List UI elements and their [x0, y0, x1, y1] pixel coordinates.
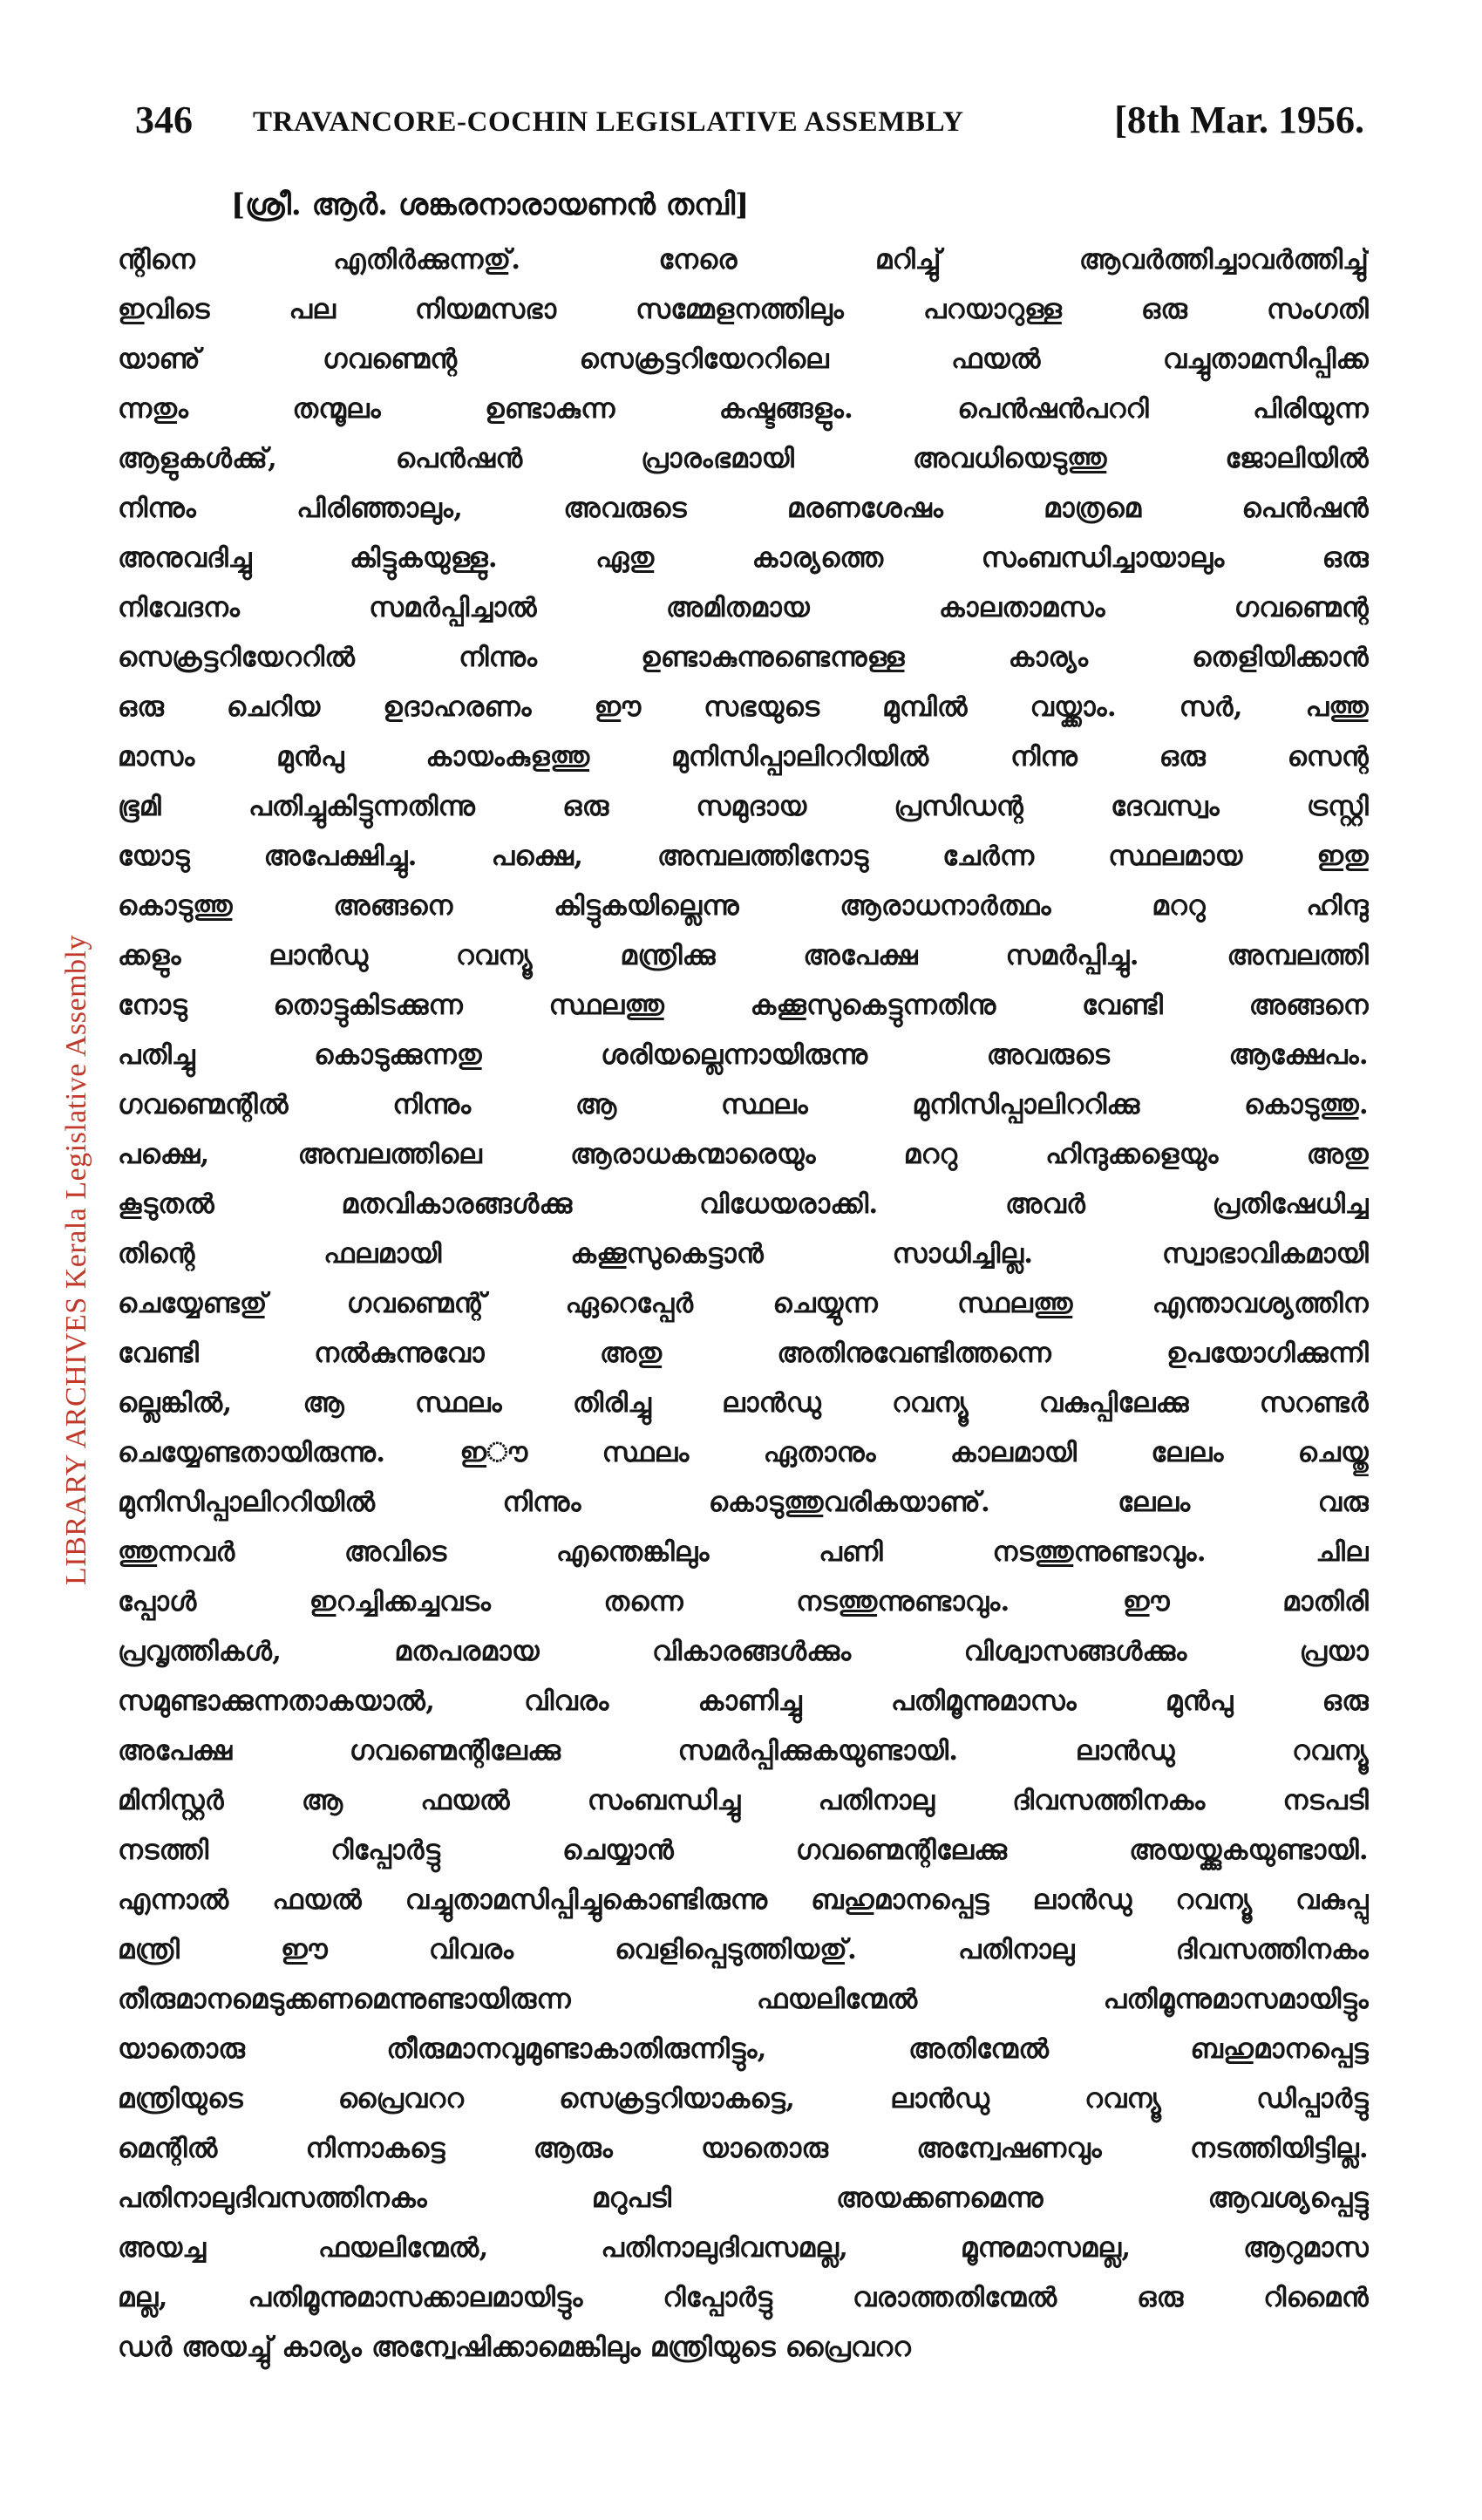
- text-line: ക്കളും ലാൻഡു റവന്യൂ മന്ത്രിക്കു അപേക്ഷ സമർപ്പിച്ചു. അമ്പലത്തി: [118, 940, 1369, 971]
- text-line: കൊടുത്തു അങ്ങനെ കിട്ടുകയില്ലെന്നു ആരാധനാർത്ഥം മററു ഹിന്ദു: [118, 890, 1369, 922]
- text-line: യാണു് ഗവണ്മെന്റ സെക്രട്ടറിയേററിലെ ഫയൽ വച്ചുതാമസിപ്പിക്ക: [118, 344, 1369, 375]
- text-line: ല്ലെങ്കിൽ, ആ സ്ഥലം തിരിച്ചു ലാൻഡു റവന്യൂ വകുപ്പിലേക്കു സറണ്ടർ: [118, 1387, 1369, 1419]
- text-line: ഭൂമി പതിച്ചുകിട്ടുന്നതിന്നു ഒരു സമുദായ പ്രസിഡന്റ ദേവസ്വം ട്രസ്റ്റി: [118, 791, 1369, 822]
- text-line: നിന്നും പിരിഞ്ഞാലും, അവരുടെ മരണശേഷം മാത്രമെ പെൻഷൻ: [118, 493, 1369, 524]
- text-line: ആളുകൾക്കു്, പെൻഷൻ പ്രാരംഭമായി അവധിയെടുത്തു ജോലിയിൽ: [118, 443, 1369, 474]
- text-line: മന്ത്രിയുടെ പ്രൈവററ സെക്രട്ടറിയാകട്ടെ, ലാൻഡു റവന്യൂ ഡിപ്പാർട്ടു: [118, 2083, 1369, 2115]
- text-line: നിവേദനം സമർപ്പിച്ചാൽ അമിതമായ കാലതാമസം ഗവണ്മെന്റ: [118, 592, 1369, 623]
- text-line: ഡർ അയച്ചു് കാര്യം അന്വേഷിക്കാമെങ്കിലും മന്ത്രിയുടെ പ്രൈവററ: [118, 2332, 912, 2363]
- text-line: കൂടുതൽ മതവികാരങ്ങൾക്കു വിധേയരാക്കി. അവർ പ്രതിഷേധിച്ച: [118, 1188, 1369, 1220]
- text-line: തിന്റെ ഫലമായി കക്കൂസുകെട്ടാൻ സാധിച്ചില്ല. സ്വാഭാവികമായി: [118, 1238, 1369, 1270]
- text-line: മെന്റിൽ നിന്നാകട്ടെ ആരും യാതൊരു അന്വേഷണവും നടത്തിയിട്ടില്ല.: [118, 2133, 1369, 2164]
- text-line: അനുവദിച്ചു കിട്ടുകയുള്ളു. ഏതു കാര്യത്തെ സംബന്ധിച്ചായാലും ഒരു: [118, 542, 1369, 574]
- text-line: സെക്രട്ടറിയേററിൽ നിന്നും ഉണ്ടാകുന്നുണ്ടെന്നുള്ള കാര്യം തെളിയിക്കാൻ: [118, 642, 1369, 673]
- archive-watermark: LIBRARY ARCHIVES Kerala Legislative Assembly: [60, 934, 92, 1586]
- page-header: [135, 98, 1364, 150]
- text-line: മിനിസ്റ്റർ ആ ഫയൽ സംബന്ധിച്ചു പതിനാലു ദിവസത്തിനകം നടപടി: [118, 1785, 1369, 1816]
- text-line: ഗവണ്മെന്റിൽ നിന്നും ആ സ്ഥലം മുനിസിപ്പാലിററിക്കു കൊടുത്തു.: [118, 1089, 1369, 1120]
- text-line: ചെയ്യേണ്ടതായിരുന്നു. ഇൗ സ്ഥലം ഏതാനും കാലമായി ലേലം ചെയ്തു: [118, 1437, 1369, 1468]
- text-line: ഒരു ചെറിയ ഉദാഹരണം ഈ സഭയുടെ മുമ്പിൽ വയ്ക്കാം. സർ, പത്തു: [118, 691, 1369, 723]
- text-line: ചെയ്യേണ്ടതു് ഗവണ്മെന്റ് ഏറെപ്പേർ ചെയ്യുന്ന സ്ഥലത്തു എന്താവശ്യത്തിന: [118, 1288, 1369, 1319]
- text-line: യോടു അപേക്ഷിച്ചു. പക്ഷെ, അമ്പലത്തിനോടു ചേർന്ന സ്ഥലമായ ഇതു: [118, 841, 1369, 872]
- text-line: പക്ഷെ, അമ്പലത്തിലെ ആരാധകന്മാരെയും മററു ഹിന്ദുക്കളെയും അതു: [118, 1139, 1369, 1170]
- text-line: ത്തുന്നവർ അവിടെ എന്തെങ്കിലും പണി നടത്തുന്നുണ്ടാവും. ചില: [118, 1536, 1369, 1568]
- text-line: തീരുമാനമെടുക്കണമെന്നുണ്ടായിരുന്ന ഫയലിന്മേൽ പതിമൂന്നുമാസമായിട്ടും: [118, 1984, 1369, 2015]
- text-line: മുനിസിപ്പാലിററിയിൽ നിന്നും കൊടുത്തുവരികയാണു്. ലേലം വരു: [118, 1487, 1369, 1518]
- text-line: യാതൊരു തീരുമാനവുമുണ്ടാകാതിരുന്നിട്ടും, അതിന്മേൽ ബഹുമാനപ്പെട്ട: [118, 2033, 1369, 2065]
- text-line: അയച്ച ഫയലിന്മേൽ, പതിനാലുദിവസമല്ല, മൂന്നുമാസമല്ല, ആറുമാസ: [118, 2232, 1369, 2264]
- text-line: നടത്തി റിപ്പോർട്ടു ചെയ്യാൻ ഗവണ്മെന്റിലേക്കു അയയ്ക്കുകയുണ്ടായി.: [118, 1835, 1369, 1866]
- text-line: ന്റിനെ എതിർക്കുന്നതു്. നേരെ മറിച്ചു് ആവർത്തിച്ചാവർത്തിച്ചു്: [118, 244, 1369, 276]
- text-line: സമുണ്ടാക്കുന്നതാകയാൽ, വിവരം കാണിച്ചു പതിമൂന്നുമാസം മുൻപു ഒരു: [118, 1686, 1369, 1717]
- text-line: വേണ്ടി നൽകുന്നുവോ അതു അതിനുവേണ്ടിത്തന്നെ ഉപയോഗിക്കുന്നി: [118, 1338, 1369, 1369]
- text-line: നോടു തൊട്ടുകിടക്കുന്ന സ്ഥലത്തു കക്കൂസുകെട്ടുന്നതിനു വേണ്ടി അങ്ങനെ: [118, 990, 1369, 1021]
- header-date: [8th Mar. 1956.: [1114, 99, 1364, 141]
- page-number: 346: [135, 99, 193, 141]
- text-line: മല്ല, പതിമൂന്നുമാസക്കാലമായിട്ടും റിപ്പോർട്ടു വരാത്തതിന്മേൽ ഒരു റിമൈൻ: [118, 2282, 1369, 2313]
- text-line: ന്നതും തന്മൂലം ഉണ്ടാകുന്ന കഷ്ടങ്ങളും. പെൻഷൻപററി പിരിയുന്ന: [118, 393, 1369, 425]
- speaker-name: [ശ്രീ. ആർ. ശങ്കരനാരായണൻ തമ്പി]: [231, 187, 750, 222]
- text-line: ഇവിടെ പല നിയമസഭാ സമ്മേളനത്തിലും പറയാറുള്ള ഒരു സംഗതി: [118, 294, 1369, 325]
- running-title: TRAVANCORE-COCHIN LEGISLATIVE ASSEMBLY: [253, 106, 964, 138]
- text-line: പതിനാലുദിവസത്തിനകം മറുപടി അയക്കണമെന്നു ആവശ്യപ്പെട്ടു: [118, 2183, 1369, 2214]
- text-line: പതിച്ചു കൊടുക്കുന്നതു ശരിയല്ലെന്നായിരുന്നു അവരുടെ ആക്ഷേപം.: [118, 1039, 1369, 1071]
- text-line: മന്ത്രി ഈ വിവരം വെളിപ്പെടുത്തിയതു്. പതിനാലു ദിവസത്തിനകം: [118, 1934, 1369, 1965]
- text-line: അപേക്ഷ ഗവണ്മെന്റിലേക്കു സമർപ്പിക്കുകയുണ്ടായി. ലാൻഡു റവന്യൂ: [118, 1735, 1369, 1767]
- body-text: [118, 235, 1369, 2373]
- text-line: പ്പോൾ ഇറച്ചിക്കച്ചവടം തന്നെ നടത്തുന്നുണ്ടാവും. ഈ മാതിരി: [118, 1586, 1369, 1618]
- text-line: പ്രവൃത്തികൾ, മതപരമായ വികാരങ്ങൾക്കും വിശ്വാസങ്ങൾക്കും പ്രയാ: [118, 1636, 1369, 1667]
- text-line: മാസം മുൻപു കായംകുളത്തു മുനിസിപ്പാലിററിയിൽ നിന്നു ഒരു സെന്റ: [118, 741, 1369, 773]
- text-line: എന്നാൽ ഫയൽ വച്ചുതാമസിപ്പിച്ചുകൊണ്ടിരുന്നു ബഹുമാനപ്പെട്ട ലാൻഡു റവന്യൂ വകുപ്പു: [118, 1884, 1369, 1916]
